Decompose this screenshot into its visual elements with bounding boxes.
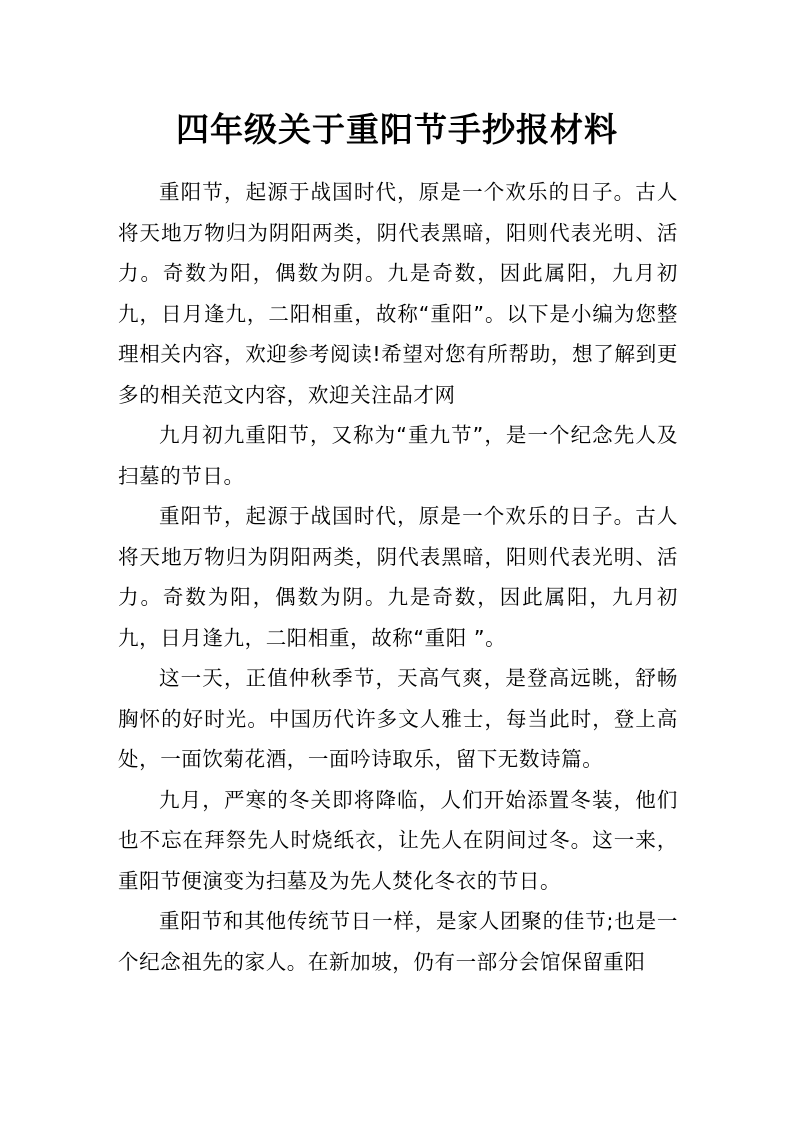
paragraph-chongjiu: 九月初九重阳节，又称为“重九节”，是一个纪念先人及扫墓的节日。 [118, 423, 678, 488]
paragraph-origin: 重阳节，起源于战国时代，原是一个欢乐的日子。古人将天地万物归为阴阳两类，阴代表黑暗，阳则代表光明、活力。奇数为阳，偶数为阴。九是奇数，因此属阳，九月初九，日月逢九，二阳相重，故称“重阳”。以下是小编为您整理相关内容，欢迎参考阅读!希望对您有所帮助，想了解到更多的相关范文内容，欢迎关注品才网 [118, 180, 678, 407]
paragraph-origin-repeat: 重阳节，起源于战国时代，原是一个欢乐的日子。古人将天地万物归为阴阳两类，阴代表黑暗，阳则代表光明、活力。奇数为阳，偶数为阴。九是奇数，因此属阳，九月初九，日月逢九，二阳相重，故称“重阳 ”。 [118, 504, 678, 650]
paragraph-winter-clothes: 九月，严寒的冬关即将降临，人们开始添置冬装，他们也不忘在拜祭先人时烧纸衣，让先人在阴间过冬。这一来，重阳节便演变为扫墓及为先人焚化冬衣的节日。 [118, 787, 678, 893]
document-body [118, 172, 678, 982]
paragraph-climbing: 这一天，正值仲秋季节，天高气爽，是登高远眺，舒畅胸怀的好时光。中国历代许多文人雅士，每当此时，登上高处，一面饮菊花酒，一面吟诗取乐，留下无数诗篇。 [118, 666, 678, 771]
paragraph-family-reunion: 重阳节和其他传统节日一样，是家人团聚的佳节;也是一个纪念祖先的家人。在新加坡，仍有一部分会馆保留重阳 [118, 909, 678, 974]
document-title: 四年级关于重阳节手抄报材料 [176, 110, 618, 149]
